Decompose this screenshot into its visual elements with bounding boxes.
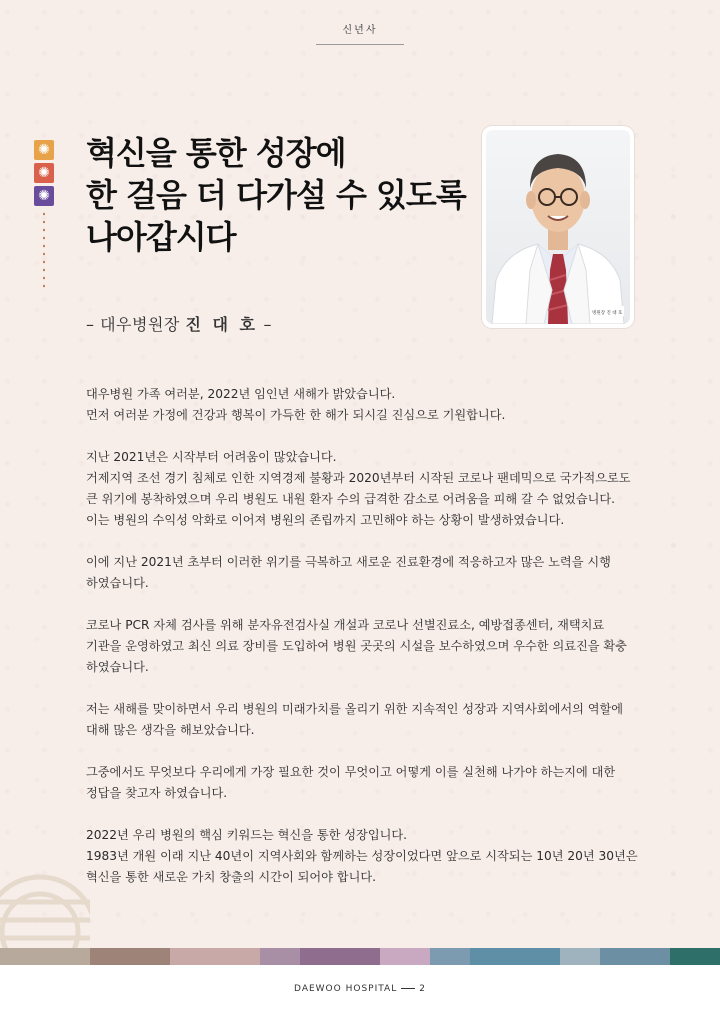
stripe-segment xyxy=(600,948,670,965)
headline xyxy=(86,132,466,258)
author-line xyxy=(86,312,272,335)
paragraph-line: 1983년 개원 이래 지난 40년이 지역사회와 함께하는 성장이었다면 앞으로 시작되는 10년 20년 30년은 xyxy=(86,849,638,863)
author-photo xyxy=(482,126,634,328)
stripe-segment xyxy=(470,948,560,965)
paragraph xyxy=(86,825,636,888)
stripe-segment xyxy=(670,948,720,965)
paragraph xyxy=(86,384,636,426)
headline-line: 나아갑시다 xyxy=(86,218,236,256)
flower-deco-icon: ✺ xyxy=(34,163,54,183)
author-suffix: – xyxy=(257,315,273,334)
portrait-illustration xyxy=(486,130,630,324)
watermark-emblem-icon xyxy=(0,862,90,948)
stripe-segment xyxy=(380,948,430,965)
paragraph-line: 기관을 운영하였고 최신 의료 장비를 도입하여 병원 곳곳의 시설을 보수하였으며 우수한 의료진을 확충 xyxy=(86,639,627,653)
paragraph xyxy=(86,447,636,531)
paragraph xyxy=(86,762,636,804)
stripe-segment xyxy=(0,948,90,965)
paragraph xyxy=(86,552,636,594)
paragraph-line: 지난 2021년은 시작부터 어려움이 많았습니다. xyxy=(86,450,337,464)
paragraph-line: 큰 위기에 봉착하였으며 우리 병원도 내원 환자 수의 급격한 감소로 어려움을 피해 갈 수 없었습니다. xyxy=(86,492,616,506)
page-number: 2 xyxy=(419,984,426,994)
section-tag: 신년사 xyxy=(316,21,404,45)
paragraph-line: 거제지역 조선 경기 침체로 인한 지역경제 불황과 2020년부터 시작된 코로나 팬데믹으로 국가적으로도 xyxy=(86,471,631,485)
footer xyxy=(0,984,720,994)
dotted-line xyxy=(43,210,45,288)
paragraph-line: 저는 새해를 맞이하면서 우리 병원의 미래가치를 올리기 위한 지속적인 성장과 지역사회에서의 역할에 xyxy=(86,702,624,716)
footer-separator xyxy=(401,988,415,989)
stripe-segment xyxy=(170,948,260,965)
headline-line: 한 걸음 더 다가설 수 있도록 xyxy=(86,176,466,214)
letter-body xyxy=(86,384,636,909)
paragraph-line: 대우병원 가족 여러분, 2022년 임인년 새해가 밝았습니다. xyxy=(86,387,396,401)
name-badge: 병원장 진 대 호 xyxy=(592,311,623,316)
paragraph xyxy=(86,615,636,678)
author-prefix: – 대우병원장 xyxy=(86,315,186,334)
paragraph-line: 혁신을 통한 새로운 가치 창출의 시간이 되어야 합니다. xyxy=(86,870,377,884)
stripe-segment xyxy=(430,948,470,965)
paragraph-line: 대해 많은 생각을 해보았습니다. xyxy=(86,723,255,737)
stripe-segment xyxy=(300,948,380,965)
color-stripe xyxy=(0,948,720,965)
paragraph-line: 그중에서도 무엇보다 우리에게 가장 필요한 것이 무엇이고 어떻게 이를 실천해 나가야 하는지에 대한 xyxy=(86,765,616,779)
publication-name: DAEWOO HOSPITAL xyxy=(294,984,398,994)
headline-line: 혁신을 통한 성장에 xyxy=(86,134,346,172)
paragraph-line: 하였습니다. xyxy=(86,660,149,674)
paragraph-line: 정답을 찾고자 하였습니다. xyxy=(86,786,228,800)
author-name: 진 대 호 xyxy=(185,315,258,334)
stripe-segment xyxy=(260,948,300,965)
paragraph-line: 먼저 여러분 가정에 건강과 행복이 가득한 한 해가 되시길 진심으로 기원합니다. xyxy=(86,408,506,422)
paragraph-line: 하였습니다. xyxy=(86,576,149,590)
paragraph-line: 코로나 PCR 자체 검사를 위해 분자유전검사실 개설과 코로나 선별진료소, 예방접종센터, 재택치료 xyxy=(86,618,605,632)
paragraph xyxy=(86,699,636,741)
paragraph-line: 2022년 우리 병원의 핵심 키워드는 혁신을 통한 성장입니다. xyxy=(86,828,408,842)
flower-deco-icon: ✺ xyxy=(34,140,54,160)
decoration-column xyxy=(34,140,56,288)
stripe-segment xyxy=(90,948,170,965)
stripe-segment xyxy=(560,948,600,965)
paragraph-line: 이에 지난 2021년 초부터 이러한 위기를 극복하고 새로운 진료환경에 적응하고자 많은 노력을 시행 xyxy=(86,555,611,569)
paragraph-line: 이는 병원의 수익성 악화로 이어져 병원의 존립까지 고민해야 하는 상황이 발생하였습니다. xyxy=(86,513,565,527)
flower-deco-icon: ✺ xyxy=(34,186,54,206)
